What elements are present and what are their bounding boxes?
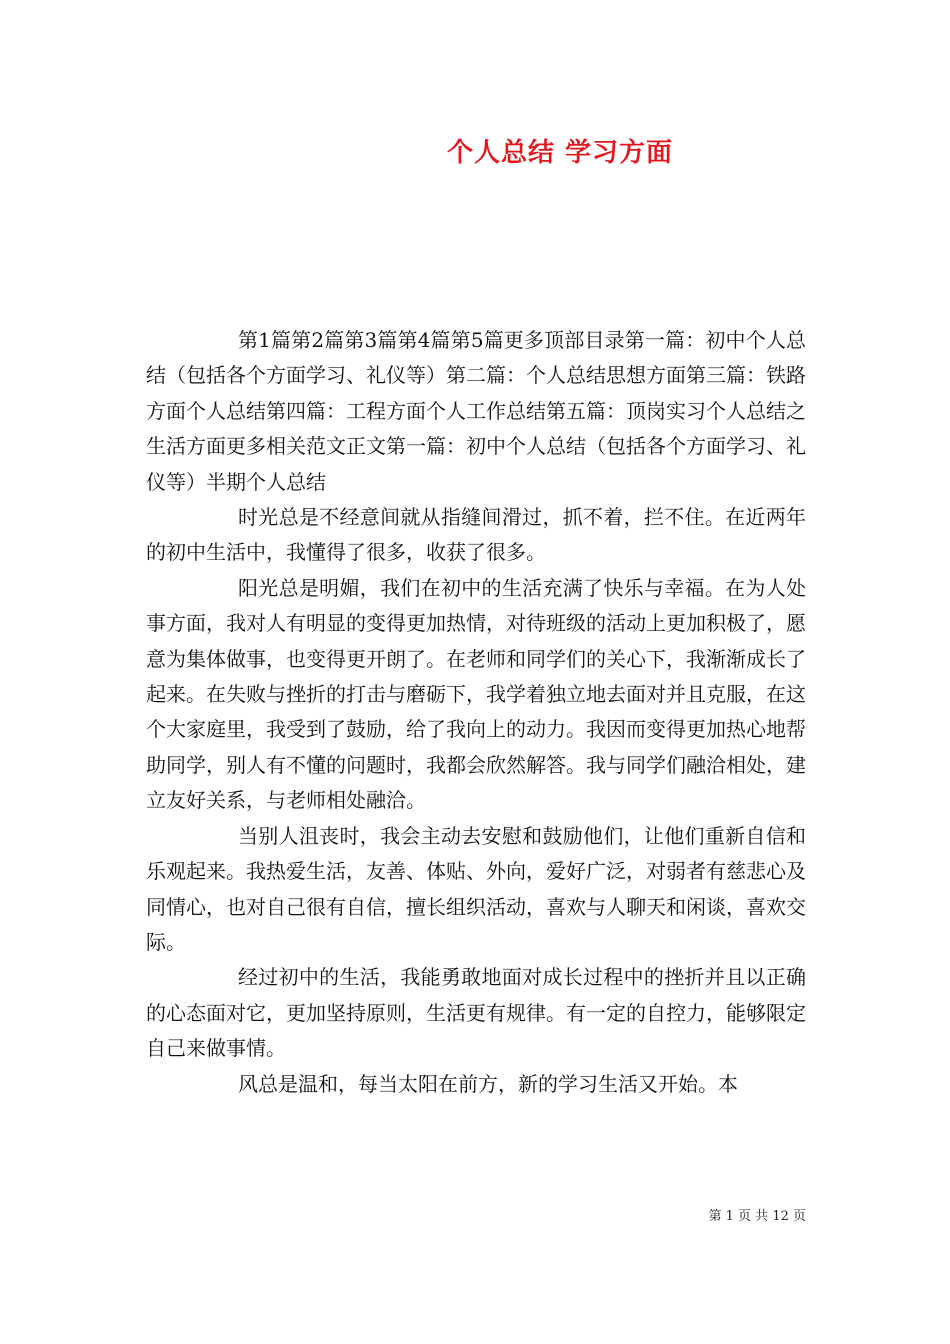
page-number: 第 1 页 共 12 页	[708, 1209, 806, 1224]
paragraph-2: 阳光总是明媚，我们在初中的生活充满了快乐与幸福。在为人处事方面，我对人有明显的变得更加热情，对待班级的活动上更加积极了，愿意为集体做事，也变得更开朗了。在老师和同学们的关心下，我渐渐成长了起来。在失败与挫折的打击与磨砺下，我学着独立地去面对并且克服，在这个大家庭里，我受到了鼓励，给了我向上的动力。我因而变得更加热心地帮助同学，别人有不懂的问题时，我都会欣然解答。我与同学们融洽相处，建立友好关系，与老师相处融洽。	[146, 575, 806, 813]
paragraph-4: 经过初中的生活，我能勇敢地面对成长过程中的挫折并且以正确的心态面对它，更加坚持原则，生活更有规律。有一定的自控力，能够限定自己来做事情。	[146, 965, 806, 1061]
paragraph-toc: 第1篇第2篇第3篇第4篇第5篇更多顶部目录第一篇：初中个人总结（包括各个方面学习、礼仪等）第二篇：个人总结思想方面第三篇：铁路方面个人总结第四篇：工程方面个人工作总结第五篇：顶岗实习个人总结之生活方面更多相关范文正文第一篇：初中个人总结（包括各个方面学习、礼仪等）半期个人总结	[146, 328, 806, 494]
paragraph-3: 当别人沮丧时，我会主动去安慰和鼓励他们，让他们重新自信和乐观起来。我热爱生活，友善、体贴、外向，爱好广泛，对弱者有慈悲心及同情心，也对自己很有自信，擅长组织活动，喜欢与人聊天和闲谈，喜欢交际。	[146, 823, 806, 954]
document-body	[146, 323, 806, 1102]
document-title: 个人总结 学习方面	[446, 138, 674, 168]
paragraph-5: 风总是温和，每当太阳在前方，新的学习生活又开始。本	[238, 1071, 738, 1096]
paragraph-1: 时光总是不经意间就从指缝间滑过，抓不着，拦不住。在近两年的初中生活中，我懂得了很多，收获了很多。	[146, 505, 806, 565]
